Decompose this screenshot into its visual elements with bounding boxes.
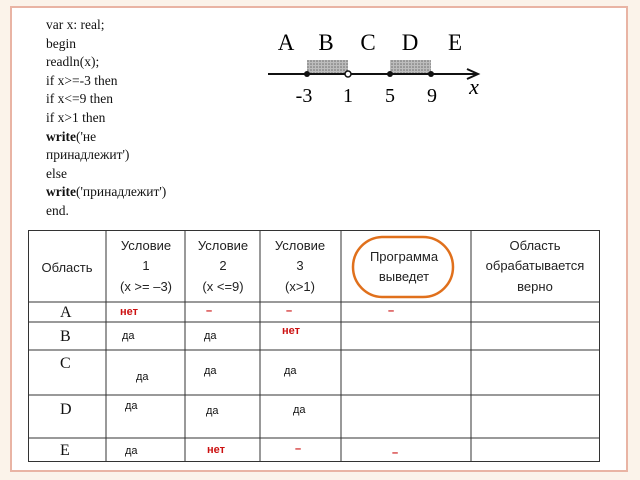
code-line: if x>=-3 then <box>46 72 118 88</box>
header-cond2-line1: Условие <box>197 238 249 253</box>
header-correct-line2: обрабатывается <box>485 258 585 273</box>
tick-minus3: -3 <box>295 85 313 107</box>
row-label-d: D <box>60 401 72 418</box>
code-line: end. <box>46 202 69 218</box>
region-label-b: B <box>318 30 334 55</box>
code-line-write <box>46 128 166 147</box>
code-line: else <box>46 165 67 181</box>
analysis-table <box>28 230 600 462</box>
pascal-code <box>46 16 166 221</box>
tick-1: 1 <box>343 85 353 107</box>
region-label-e: E <box>447 30 463 55</box>
cell-b-cond1: да <box>122 330 135 342</box>
row-label-e: E <box>60 442 70 459</box>
header-correct-line1: Область <box>509 238 561 253</box>
row-label-a: A <box>60 304 72 321</box>
cell-d-cond2: да <box>206 405 219 417</box>
cell-c-cond3: да <box>284 365 297 377</box>
row-label-c: C <box>60 355 71 372</box>
header-region: Область <box>41 260 93 275</box>
code-line: begin <box>46 35 76 51</box>
cell-b-cond3: нет <box>282 325 301 337</box>
cell-b-cond2: да <box>204 330 217 342</box>
cell-e-output: – <box>392 447 399 459</box>
region-label-a: A <box>277 30 295 55</box>
write-keyword: write <box>46 128 76 144</box>
cell-d-cond1: да <box>125 400 138 412</box>
header-cond1-line2: 1 <box>142 258 150 273</box>
tick-5: 5 <box>385 85 395 107</box>
write-keyword: write <box>46 184 76 200</box>
header-output-line1: Программа <box>369 249 439 264</box>
cell-e-cond2: нет <box>207 444 226 456</box>
number-line <box>262 24 492 110</box>
header-cond1-line1: Условие <box>120 238 172 253</box>
row-label-b: B <box>60 328 71 345</box>
region-label-d: D <box>401 30 419 55</box>
tick-9: 9 <box>427 85 437 107</box>
hatched-segment-d <box>390 60 431 74</box>
header-cond1-line3: (x >= –3) <box>119 279 173 294</box>
cell-a-cond1: нет <box>120 306 139 318</box>
hatched-segment-b <box>307 60 348 74</box>
header-correct-line3: верно <box>517 279 553 294</box>
cell-e-cond3: – <box>295 443 302 455</box>
point-minus3 <box>304 71 310 77</box>
cell-d-cond3: да <box>293 404 306 416</box>
cell-e-cond1: да <box>125 445 138 457</box>
header-cond3-line1: Условие <box>274 238 326 253</box>
point-5 <box>387 71 393 77</box>
code-line: принадлежит') <box>46 147 130 163</box>
code-line: readln(x); <box>46 54 100 70</box>
cell-a-cond3: – <box>286 305 293 317</box>
cell-c-cond2: да <box>204 365 217 377</box>
code-line: if x<=9 then <box>46 91 113 107</box>
code-line: if x>1 then <box>46 109 106 125</box>
header-output-line2: выведет <box>378 269 430 284</box>
code-line: ('не <box>75 128 97 144</box>
code-line-write <box>46 183 166 202</box>
axis-label-x: x <box>469 74 479 99</box>
header-cond3-line3: (x>1) <box>285 279 315 294</box>
code-line: ('принадлежит') <box>75 184 167 200</box>
header-cond2-line3: (x <=9) <box>202 279 244 294</box>
cell-a-output: – <box>388 305 395 317</box>
region-label-c: C <box>360 30 376 55</box>
cell-a-cond2: – <box>206 305 213 317</box>
header-cond3-line2: 3 <box>296 258 304 273</box>
header-cond2-line2: 2 <box>219 258 227 273</box>
cell-c-cond1: да <box>136 371 149 383</box>
code-line: var x: real; <box>46 17 105 32</box>
point-1 <box>345 71 351 77</box>
point-9 <box>428 71 434 77</box>
